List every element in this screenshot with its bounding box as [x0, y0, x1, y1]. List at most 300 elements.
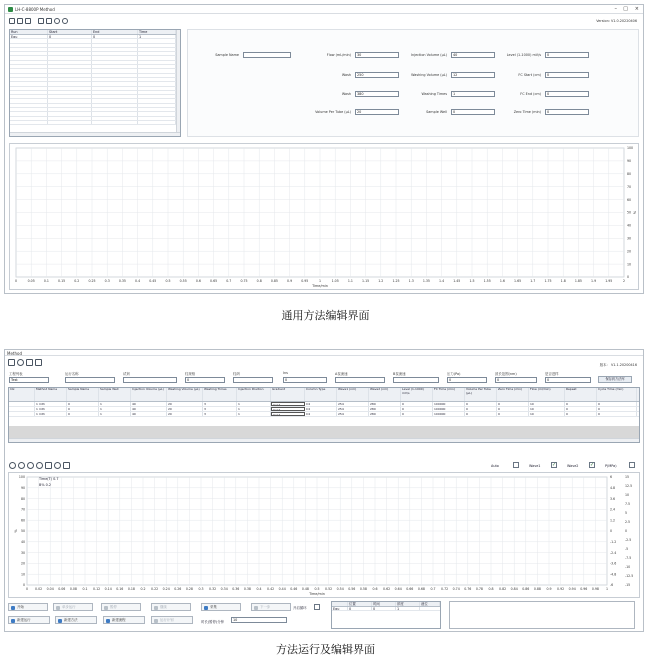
param-input[interactable]: 0: [545, 91, 589, 97]
table-cell[interactable]: [10, 91, 48, 94]
table-cell[interactable]: [48, 48, 92, 51]
y-tick-label: 10: [627, 262, 632, 267]
field-input[interactable]: 0: [447, 377, 487, 383]
param-input[interactable]: 0: [545, 52, 589, 58]
table-cell[interactable]: 0: [497, 407, 529, 411]
field-input[interactable]: 0: [545, 377, 591, 383]
table-cell[interactable]: 10: [529, 412, 565, 416]
close-icon[interactable]: ×: [634, 6, 639, 12]
table-cell[interactable]: 0: [597, 402, 637, 406]
table-cell[interactable]: 0: [48, 35, 92, 38]
x-tick-label: 0.65: [210, 279, 218, 283]
table-cell[interactable]: [10, 121, 48, 124]
table-cell[interactable]: 1: [237, 407, 271, 411]
field-label: 柱规格: [185, 372, 196, 376]
param-input[interactable]: 30: [355, 52, 399, 58]
control-button[interactable]: [201, 603, 241, 611]
control-button[interactable]: [251, 603, 291, 611]
table-cell[interactable]: [10, 95, 48, 98]
table-cell[interactable]: [48, 61, 92, 64]
field-input[interactable]: 0: [283, 377, 327, 383]
table-cell[interactable]: [10, 99, 48, 102]
y2-tick-label: 1.2: [610, 518, 616, 523]
window-title: LH-C-8800P Method: [15, 7, 55, 12]
column-header: 时间: [372, 602, 396, 606]
x-tick-label: 1.05: [331, 279, 339, 283]
table-cell[interactable]: [138, 104, 176, 107]
param-label: Injection Volume (μL): [411, 53, 447, 57]
table-cell[interactable]: [92, 39, 138, 42]
table-cell[interactable]: [10, 39, 48, 42]
table-cell[interactable]: [92, 82, 138, 85]
table-row[interactable]: [10, 121, 180, 125]
x-tick-label: 0.05: [27, 279, 35, 283]
table-cell[interactable]: [92, 117, 138, 120]
table-cell[interactable]: C4: [305, 412, 337, 416]
param-input[interactable]: 20: [355, 109, 399, 115]
x-tick-label: 0.34: [220, 587, 228, 591]
table-cell[interactable]: [138, 56, 176, 59]
create-button[interactable]: [103, 616, 145, 624]
column-header[interactable]: Washing Volume (μL): [167, 388, 203, 401]
create-button[interactable]: [8, 616, 50, 624]
table-cell[interactable]: [138, 52, 176, 55]
field-input[interactable]: [393, 377, 439, 383]
x-axis-label: Time/min: [312, 284, 328, 288]
y2-tick-label: 0: [610, 529, 613, 534]
column-header[interactable]: Washing Times: [203, 388, 237, 401]
table-cell[interactable]: [9, 407, 35, 411]
table-cell[interactable]: [9, 412, 35, 416]
table-cell[interactable]: Equ: [10, 35, 48, 38]
table-cell[interactable]: [138, 108, 176, 111]
table-cell[interactable]: [10, 69, 48, 72]
param-input[interactable]: 12: [451, 72, 495, 78]
x-tick-label: 0: [14, 279, 18, 283]
table-cell[interactable]: 40: [131, 402, 167, 406]
minimize-icon[interactable]: –: [614, 6, 617, 12]
table-cell[interactable]: [48, 112, 92, 115]
table-cell[interactable]: [48, 82, 92, 85]
field-label: B泵流速: [393, 372, 406, 376]
table-cell[interactable]: [10, 61, 48, 64]
column-header: 液位: [420, 602, 440, 606]
x-tick-label: 0.66: [406, 587, 414, 591]
button-icon: [254, 606, 258, 610]
table-cell[interactable]: 0: [67, 407, 99, 411]
field-input[interactable]: Test: [9, 377, 49, 383]
x-tick-label: 0.1: [43, 279, 49, 283]
table-cell[interactable]: [92, 74, 138, 77]
pressure-checkbox[interactable]: [629, 462, 635, 468]
table-cell[interactable]: 0: [465, 412, 497, 416]
table-cell[interactable]: [138, 69, 176, 72]
param-input[interactable]: 0: [545, 72, 589, 78]
field-input[interactable]: [123, 377, 177, 383]
x-tick-label: 0.85: [270, 279, 278, 283]
x-tick-label: 1.5: [469, 279, 475, 283]
version-label: 版本： V1.1.20200416: [599, 363, 637, 367]
table-cell[interactable]: [138, 78, 176, 81]
table-cell[interactable]: 20: [167, 402, 203, 406]
save-icon[interactable]: [17, 18, 23, 24]
x-tick-label: 0.08: [69, 587, 77, 591]
table-cell[interactable]: 40: [131, 407, 167, 411]
column-header[interactable]: Cycle Time (min): [597, 388, 637, 401]
table-cell[interactable]: [138, 91, 176, 94]
param-label: FC End (cm): [520, 92, 541, 96]
table-cell[interactable]: 0: [565, 402, 597, 406]
table-cell[interactable]: [10, 104, 48, 107]
refresh-icon[interactable]: [62, 18, 68, 24]
x-tick-label: 1.25: [392, 279, 400, 283]
x-tick-label: 0.4: [135, 279, 141, 283]
table-cell[interactable]: [48, 104, 92, 107]
control-button[interactable]: [53, 603, 93, 611]
x-tick-label: 0.9: [546, 587, 552, 591]
table-cell[interactable]: 0: [597, 412, 637, 416]
y-tick-label: 50: [20, 529, 25, 534]
table-cell[interactable]: 10: [529, 402, 565, 406]
table-cell[interactable]: [92, 56, 138, 59]
control-button[interactable]: [8, 603, 48, 611]
button-label: 新建方法: [64, 618, 78, 622]
x-tick-label: 0.44: [278, 587, 286, 591]
save-icon[interactable]: [26, 359, 33, 366]
table-cell[interactable]: 1: [99, 402, 131, 406]
table-cell[interactable]: [92, 104, 138, 107]
x-tick-label: 1.65: [514, 279, 522, 283]
table-cell[interactable]: 0: [597, 407, 637, 411]
table-cell[interactable]: 100000: [433, 402, 465, 406]
delete-icon[interactable]: [46, 18, 52, 24]
column-header[interactable]: Volume Per Tube (μL): [465, 388, 497, 401]
x-tick-label: 0.6: [195, 279, 201, 283]
column-header[interactable]: Wave1 (nm): [337, 388, 369, 401]
zoom-out-icon[interactable]: [18, 462, 25, 469]
table-cell[interactable]: [9, 402, 35, 406]
table-cell[interactable]: [48, 95, 92, 98]
open-folder-icon[interactable]: [35, 359, 42, 366]
column-header[interactable]: Zero Time (min): [497, 388, 529, 401]
table-cell[interactable]: 0: [348, 607, 372, 610]
button-label: 新建运行: [17, 618, 31, 622]
table-cell[interactable]: [48, 69, 92, 72]
table-cell[interactable]: [48, 52, 92, 55]
y-tick-label: 70: [20, 507, 25, 512]
zoom-in-icon[interactable]: [9, 462, 16, 469]
table-cell[interactable]: 1: [138, 35, 176, 38]
y3-tick-label: 12.5: [625, 484, 633, 489]
table-cell[interactable]: [92, 44, 138, 47]
param-input[interactable]: 0: [451, 109, 495, 115]
table-cell[interactable]: 1: [99, 407, 131, 411]
column-header[interactable]: Sample Well: [99, 388, 131, 401]
table-cell[interactable]: [138, 48, 176, 51]
x-tick-label: 0.7: [226, 279, 232, 283]
table-cell[interactable]: [138, 65, 176, 68]
table-cell[interactable]: [138, 117, 176, 120]
x-tick-label: 1.2: [378, 279, 384, 283]
param-input[interactable]: 380: [355, 91, 399, 97]
param-input[interactable]: [243, 52, 291, 58]
x-tick-label: 0.88: [533, 587, 541, 591]
field-input[interactable]: 0: [185, 377, 225, 383]
wave1-checkbox[interactable]: ✓: [552, 462, 557, 468]
table-cell[interactable]: 280: [369, 407, 401, 411]
table-cell[interactable]: 0: [401, 402, 433, 406]
table-cell[interactable]: [10, 74, 48, 77]
param-input[interactable]: 1: [451, 91, 495, 97]
table-cell[interactable]: 0: [465, 402, 497, 406]
horizontal-scrollbar[interactable]: [10, 132, 180, 136]
table-cell[interactable]: C4: [305, 407, 337, 411]
param-input[interactable]: 40: [451, 52, 495, 58]
table-cell[interactable]: [10, 87, 48, 90]
param-input[interactable]: 0: [545, 109, 589, 115]
table-cell[interactable]: 0: [401, 412, 433, 416]
new-file-icon[interactable]: [9, 18, 15, 24]
table-cell[interactable]: [92, 48, 138, 51]
table-cell[interactable]: [92, 91, 138, 94]
pointer-icon[interactable]: [63, 462, 70, 469]
table-cell[interactable]: [10, 117, 48, 120]
x-axis-label: Time/min: [309, 592, 325, 596]
y-tick-label: 90: [20, 486, 25, 490]
table-cell[interactable]: [10, 65, 48, 68]
x-tick-label: 0.2: [74, 279, 80, 283]
create-button[interactable]: [151, 616, 193, 624]
table-cell[interactable]: [10, 108, 48, 111]
table-cell[interactable]: Grad: [271, 412, 305, 416]
field-input[interactable]: [65, 377, 115, 383]
table-cell[interactable]: 254: [337, 402, 369, 406]
table-cell[interactable]: 0: [372, 607, 396, 610]
gradient-chart[interactable]: [9, 143, 639, 290]
table-cell[interactable]: [92, 87, 138, 90]
table-cell[interactable]: [48, 78, 92, 81]
x-tick-label: 0.28: [185, 587, 193, 591]
table-cell[interactable]: [92, 65, 138, 68]
table-cell[interactable]: [92, 69, 138, 72]
crosshair-icon[interactable]: [54, 462, 61, 469]
table-cell[interactable]: 0: [92, 35, 138, 38]
x-tick-label: 0.78: [475, 587, 483, 591]
table-cell[interactable]: [48, 56, 92, 59]
table-cell[interactable]: 1: [237, 412, 271, 416]
pan-icon[interactable]: [45, 462, 52, 469]
table-cell[interactable]: 1 mth: [35, 412, 67, 416]
param-input[interactable]: 250: [355, 72, 399, 78]
auto-checkbox[interactable]: [513, 462, 519, 468]
table-cell[interactable]: 1 mth: [35, 402, 67, 406]
table-cell[interactable]: [48, 74, 92, 77]
table-cell[interactable]: [138, 95, 176, 98]
table-cell[interactable]: 10: [529, 407, 565, 411]
table-cell[interactable]: [10, 56, 48, 59]
table-cell[interactable]: [92, 78, 138, 81]
gradient-table[interactable]: [9, 29, 181, 137]
x-tick-label: 0.4: [256, 587, 262, 591]
y-tick-label: 60: [20, 518, 25, 523]
field-input[interactable]: [233, 377, 273, 383]
vertical-scrollbar[interactable]: [176, 30, 180, 136]
x-tick-label: 1.55: [483, 279, 491, 283]
x-tick-label: 0.14: [104, 587, 112, 591]
table-cell[interactable]: 40: [131, 412, 167, 416]
table-cell[interactable]: 254: [337, 412, 369, 416]
table-cell[interactable]: [10, 48, 48, 51]
column-header[interactable]: Injection Position: [237, 388, 271, 401]
zoom-reset-icon[interactable]: [36, 462, 43, 469]
table-cell[interactable]: [92, 108, 138, 111]
field-input[interactable]: [335, 377, 385, 383]
y2-tick-label: -4.8: [610, 572, 617, 577]
table-cell[interactable]: [138, 39, 176, 42]
table-cell[interactable]: 0: [67, 412, 99, 416]
button-icon: [56, 606, 60, 610]
table-cell[interactable]: 1: [396, 607, 420, 610]
home-icon[interactable]: [8, 359, 15, 366]
control-button[interactable]: [151, 603, 191, 611]
chart-svg: [10, 144, 640, 291]
table-cell[interactable]: [138, 74, 176, 77]
column-header[interactable]: FC Time (min): [433, 388, 465, 401]
table-cell[interactable]: 0: [497, 402, 529, 406]
table-cell[interactable]: [138, 121, 176, 124]
table-cell[interactable]: [48, 39, 92, 42]
table-cell[interactable]: [138, 44, 176, 47]
chart-svg: [9, 473, 641, 599]
table-cell[interactable]: 100000: [433, 412, 465, 416]
table-cell[interactable]: 3: [203, 412, 237, 416]
table-cell[interactable]: 1 mth: [35, 407, 67, 411]
table-cell[interactable]: 0: [401, 407, 433, 411]
table-cell[interactable]: 20: [167, 412, 203, 416]
table-cell[interactable]: 0: [565, 412, 597, 416]
table-cell[interactable]: [48, 65, 92, 68]
table-row[interactable]: [332, 607, 440, 611]
table-cell[interactable]: 20: [167, 407, 203, 411]
table-row[interactable]: [9, 412, 639, 417]
run-chart[interactable]: [8, 472, 640, 598]
table-cell[interactable]: 254: [337, 407, 369, 411]
auto-label: Auto: [491, 464, 499, 468]
table-cell[interactable]: 1: [99, 412, 131, 416]
column-header[interactable]: Wave2 (nm): [369, 388, 401, 401]
table-cell[interactable]: [92, 112, 138, 115]
table-cell[interactable]: Grad: [271, 407, 305, 411]
table-cell[interactable]: [92, 99, 138, 102]
y3-tick-label: -5: [625, 547, 629, 552]
table-cell[interactable]: 0: [67, 402, 99, 406]
field-input[interactable]: 0: [495, 377, 537, 383]
horizontal-scrollbar[interactable]: [9, 438, 639, 442]
column-header[interactable]: Injection Volume (μL): [131, 388, 167, 401]
table-cell[interactable]: [92, 61, 138, 64]
zoom-area-icon[interactable]: [27, 462, 34, 469]
table-cell[interactable]: [10, 52, 48, 55]
table-cell[interactable]: 0: [465, 407, 497, 411]
button-icon: [106, 619, 110, 623]
table-cell[interactable]: [138, 99, 176, 102]
column-header[interactable]: Method Name: [35, 388, 67, 401]
table-cell[interactable]: C4: [305, 402, 337, 406]
button-icon: [154, 619, 158, 623]
column-header[interactable]: Repeat: [565, 388, 597, 401]
column-header[interactable]: Idx: [9, 388, 35, 401]
x-tick-label: 0.02: [35, 587, 43, 591]
control-button[interactable]: [101, 603, 141, 611]
table-cell[interactable]: 280: [369, 402, 401, 406]
table-cell[interactable]: [48, 121, 92, 124]
table-cell[interactable]: [10, 78, 48, 81]
button-icon: [204, 606, 208, 610]
table-cell[interactable]: Grad: [271, 402, 305, 406]
insert-row-icon[interactable]: [38, 18, 44, 24]
loop-checkbox[interactable]: [314, 604, 320, 610]
table-cell[interactable]: 100000: [433, 407, 465, 411]
table-cell[interactable]: [48, 87, 92, 90]
save-to-library-button[interactable]: 保存到方法库: [598, 376, 632, 383]
table-cell[interactable]: [92, 52, 138, 55]
x-tick-label: 0.86: [522, 587, 530, 591]
table-cell[interactable]: 3: [203, 407, 237, 411]
table-cell[interactable]: 1: [237, 402, 271, 406]
table-cell[interactable]: 0: [565, 407, 597, 411]
table-cell[interactable]: [138, 82, 176, 85]
table-cell[interactable]: [138, 61, 176, 64]
table-cell[interactable]: [138, 87, 176, 90]
column-header[interactable]: Level (1-1000) mV/s: [401, 388, 433, 401]
x-tick-label: 0.84: [510, 587, 518, 591]
duration-input[interactable]: 10: [231, 617, 287, 623]
column-header[interactable]: Sample Name: [67, 388, 99, 401]
table-cell[interactable]: [10, 82, 48, 85]
table-cell[interactable]: 3: [203, 402, 237, 406]
column-header[interactable]: Column Type: [305, 388, 337, 401]
method-table[interactable]: [8, 387, 640, 443]
field-label: Ins: [283, 371, 288, 375]
step-table[interactable]: [331, 601, 441, 629]
table-cell[interactable]: [48, 117, 92, 120]
refresh-icon[interactable]: [17, 359, 24, 366]
table-cell[interactable]: [48, 108, 92, 111]
table-cell[interactable]: Equ: [332, 607, 348, 610]
table-cell[interactable]: [10, 44, 48, 47]
maximize-icon[interactable]: □: [623, 6, 628, 12]
table-cell[interactable]: 280: [369, 412, 401, 416]
caption-general-method: 通用方法编辑界面: [281, 309, 370, 322]
table-cell[interactable]: 0: [497, 412, 529, 416]
create-button[interactable]: [55, 616, 97, 624]
table-cell[interactable]: [138, 112, 176, 115]
table-cell[interactable]: [10, 112, 48, 115]
wave2-checkbox[interactable]: ✓: [590, 462, 595, 468]
column-header[interactable]: Gradient: [271, 388, 305, 401]
button-label: 继续: [160, 605, 167, 609]
table-cell[interactable]: [92, 95, 138, 98]
table-cell[interactable]: [48, 91, 92, 94]
column-header[interactable]: Flow (ml/min): [529, 388, 565, 401]
table-cell[interactable]: [92, 121, 138, 124]
open-folder-icon[interactable]: [25, 18, 31, 24]
table-cell[interactable]: [48, 99, 92, 102]
settings-icon[interactable]: [54, 18, 60, 24]
x-tick-label: 0.06: [58, 587, 66, 591]
table-cell[interactable]: [48, 44, 92, 47]
y-tick-label: 10: [20, 572, 25, 577]
